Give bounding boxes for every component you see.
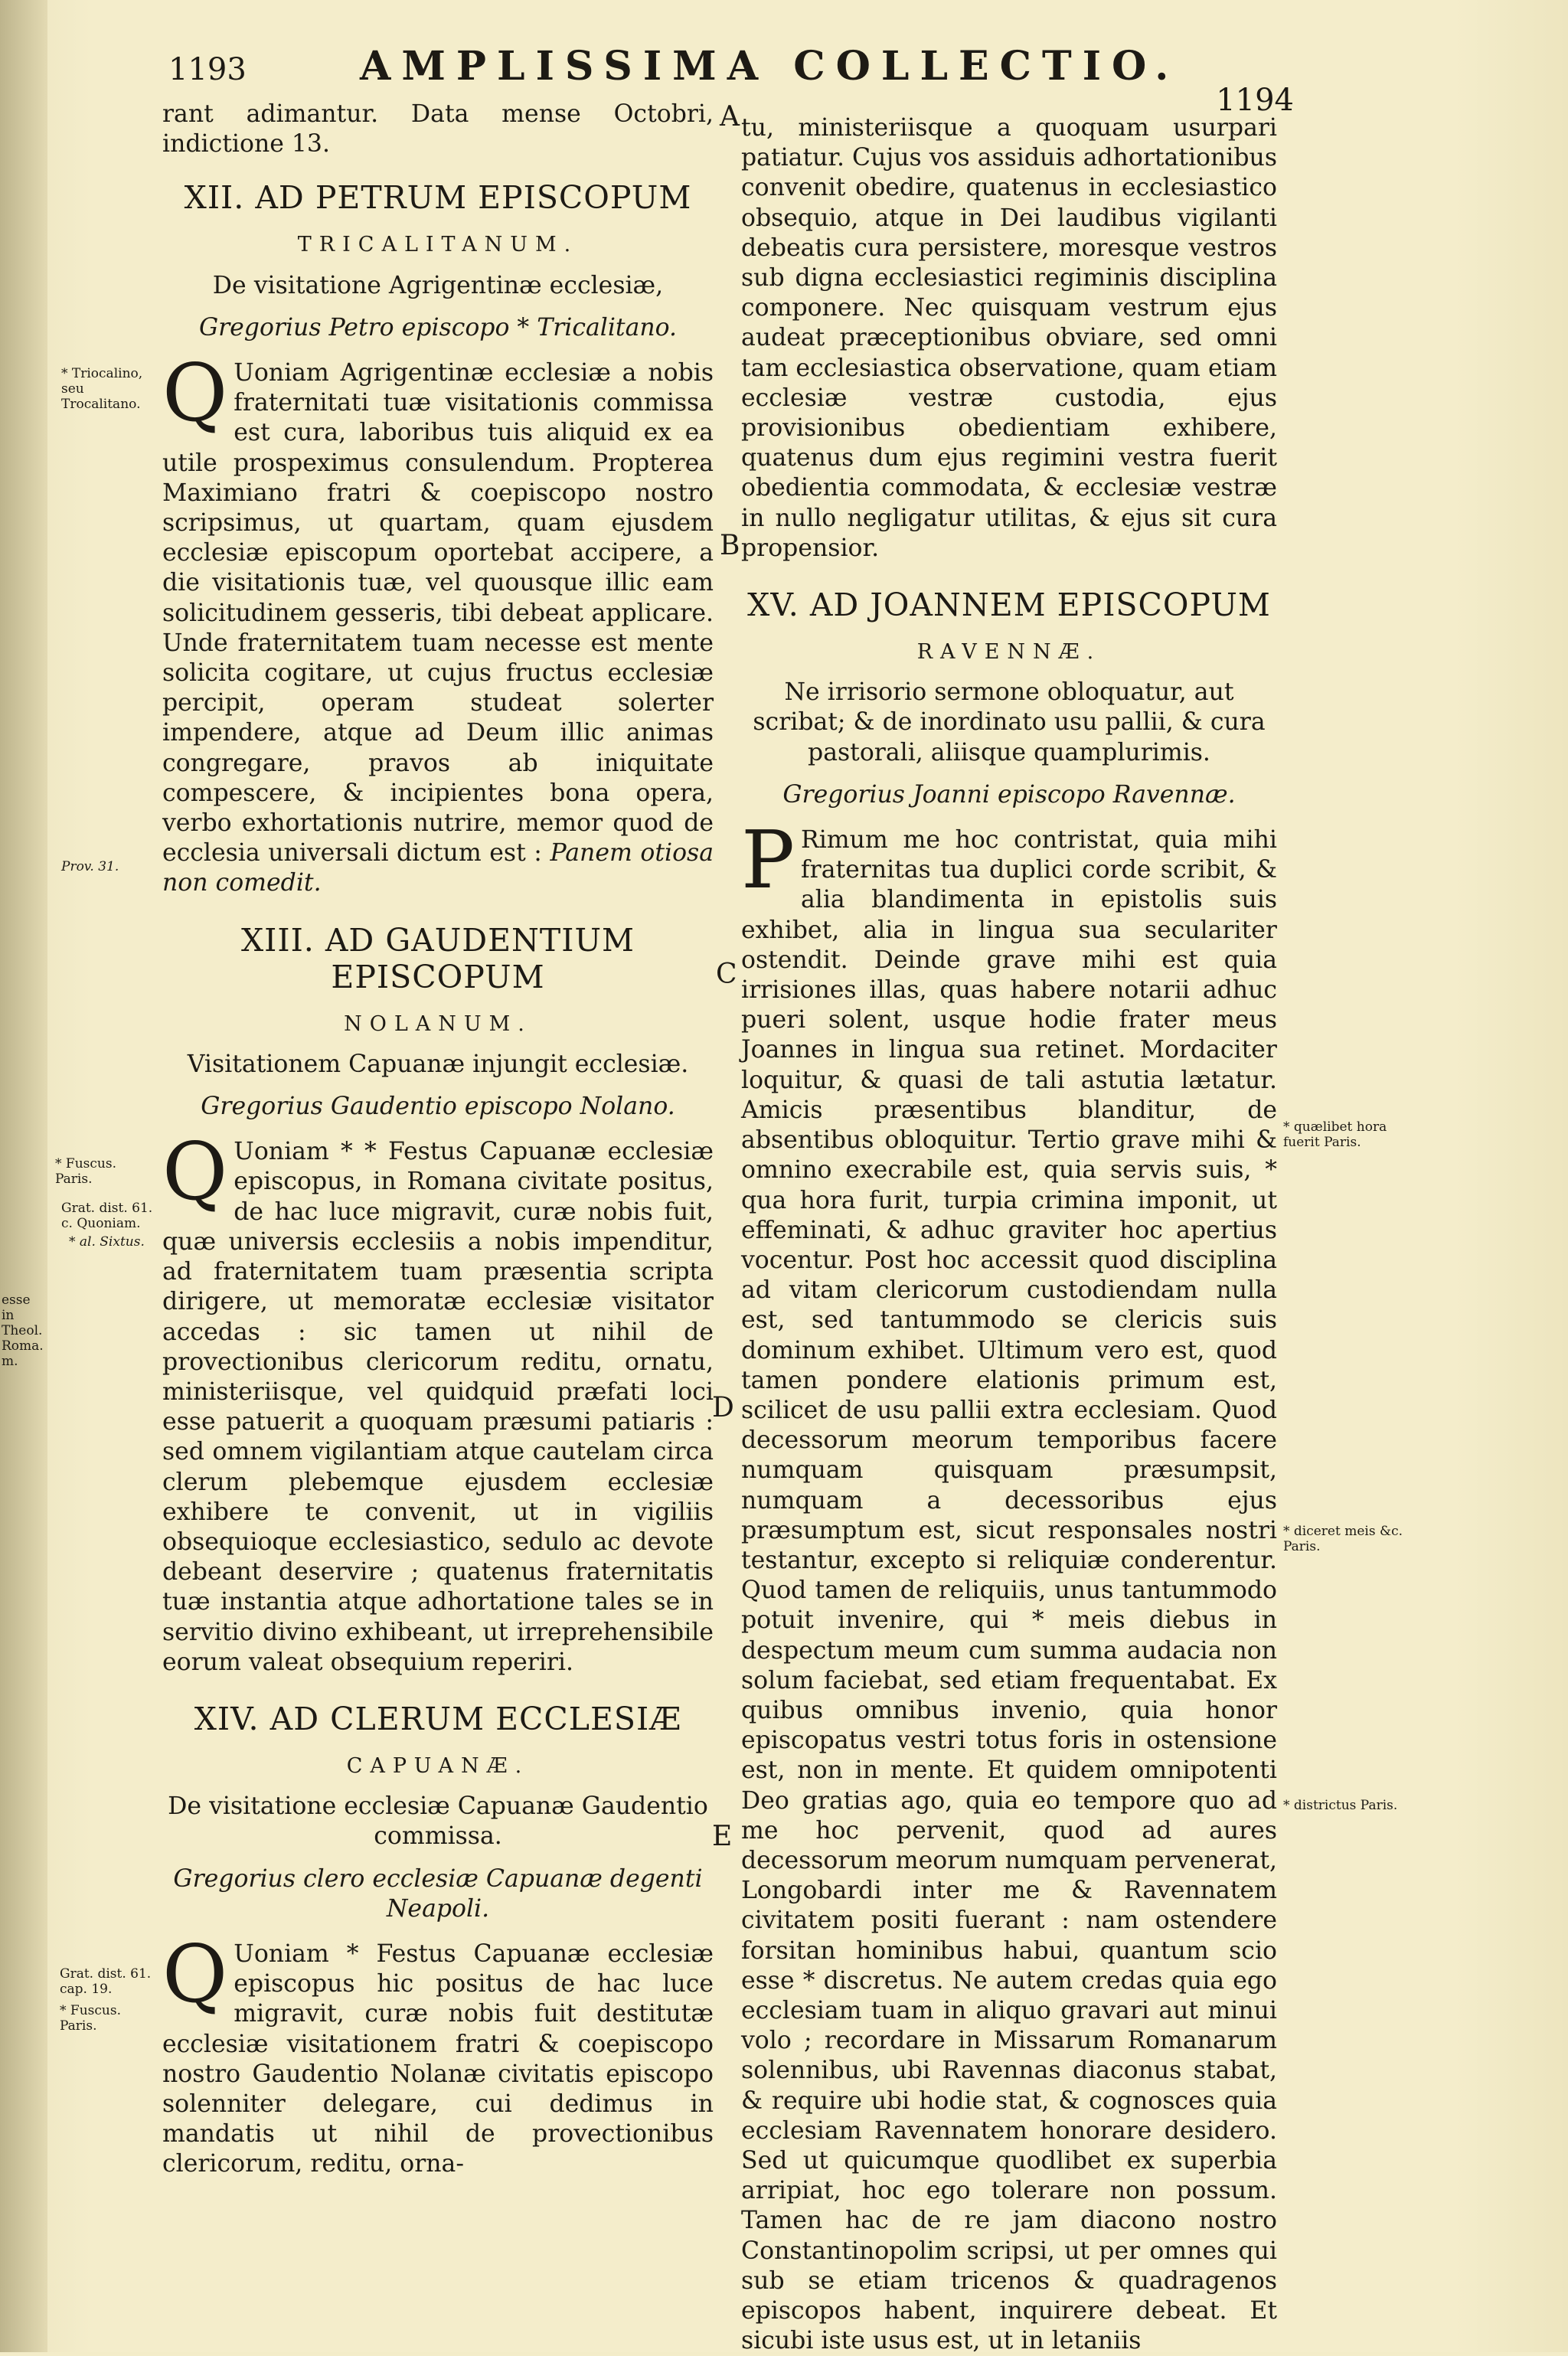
section-subheading: RAVENNÆ.: [916, 640, 1102, 665]
margin-note: * Fuscus. Paris.: [55, 1156, 116, 1187]
running-title: AMPLISSIMA COLLECTIO.: [360, 43, 1180, 90]
section-letter-b: B: [720, 530, 740, 561]
section-heading: XIII. AD GAUDENTIUM EPISCOPUM: [240, 921, 635, 995]
margin-note: Prov. 31.: [61, 859, 119, 874]
book-gutter: [0, 0, 47, 2352]
salutation: Gregorius clero ecclesiæ Capuanæ degenti Neapoli.: [173, 1864, 703, 1923]
section-subheading: NOLANUM.: [344, 1011, 532, 1036]
drop-cap: Q: [162, 1926, 228, 2021]
continuation-text: rant adimantur. Data mense Octobri, indictione 13.: [162, 100, 714, 158]
margin-note: * quælibet hora fuerit Paris.: [1283, 1119, 1387, 1150]
drop-cap: P: [741, 813, 795, 907]
scripture-quote: Panem otiosa non comedit.: [162, 839, 714, 897]
section-subheading: TRICALITANUM.: [297, 233, 579, 257]
drop-cap: Q: [162, 346, 228, 440]
page-number-right: 1194: [1216, 83, 1294, 118]
section-summary: Ne irrisorio sermone obloquatur, aut scribat; & de inordinato usu pallii, & cura pastorali, aliisque quamplurimis.: [753, 678, 1266, 766]
right-column: [741, 113, 1277, 2356]
margin-note: * Triocalino, seu Trocalitano.: [61, 366, 143, 412]
section-heading: XIV. AD CLERUM ECCLESIÆ: [194, 1700, 682, 1737]
page-number-left: 1193: [168, 52, 247, 87]
section-letter-e: E: [712, 1821, 733, 1852]
letter-body: P Rimum me hoc contristat, quia mihi fraternitas tua duplici corde scribit, & alia blandimenta in epistolis suis exhibet, alia in lingua sua seculariter ostendit. Deinde grave mihi est quia irrisiones illas, quas habere notarii adhuc pueri solent, usque hodie frater meus Joannes in lingua sua retinet. Mordaciter loquitur, & quasi de tali astutia lætatur. Amicis præsentibus blanditur, de absentibus obloquitur. Tertio grave mihi & omnino execrabile est, quia servis suis, * qua hora furit, turpia crimina imponit, ut effeminati, & adhuc graviter hoc apertius vocentur. Post hoc accessit quod disciplina ad vitam clericorum custodiendam nulla est, sed tantummodo se clericis suis dominum exhibet. Ultimum vero est, quod tamen pondere elationis primum est, scilicet de usu pallii extra ecclesiam. Quod decessorum meorum temporibus facere numquam quisquam præsumpsit, numquam a decessoribus ejus præsumptum est, sicut responsales nostri testantur, excepto si reliquiæ conderentur. Quod tamen de reliquiis, unus tantummodo potuit invenire, qui * meis diebus in despectum meum cum summa audacia non solum faciebat, sed etiam frequentabat. Ex quibus omnibus invenio, quia honor episcopatus vestri totus foris in ostensione est, non in mente. Et quidem omnipotenti Deo gratias ago, quia eo tempore quo ad me hoc pervenit, quod ad aures decessorum meorum numquam pervenerat, Longobardi inter me & Ravennatem civitatem positi fuerant : nam ostendere forsitan hominibus habui, quantum scio esse * discretus. Ne autem credas quia ego ecclesiam tuam in aliquo gravari aut minui volo ; recordare in Missarum Romanarum solennibus, ubi Ravennas diaconus stabat, & require ubi hodie stat, & cognosces quia ecclesiam Ravennatem honorare desidero. Sed ut quicumque quodlibet ex superbia arripiat, hoc ego tolerare non possum. Tamen hac de re jam diacono nostro Constantinopolim scripsi, ut per omnes qui sub se etiam tricenos & quadragenos episcopos habent, inquirere debeat. Et sicubi iste usus est, ut in letaniis: [741, 813, 1277, 2355]
section-subheading: CAPUANÆ.: [346, 1753, 530, 1778]
drop-cap: Q: [162, 1125, 228, 1219]
left-column: [162, 100, 714, 2180]
section-heading: XII. AD PETRUM EPISCOPUM: [184, 179, 692, 217]
section-letter-d: D: [712, 1392, 734, 1423]
margin-note: * diceret meis &c. Paris.: [1283, 1524, 1403, 1554]
continuation-text: tu, ministeriisque a quoquam usurpari patiatur. Cujus vos assiduis adhortationibus convenit obedire, quatenus in ecclesiastico obsequio, atque in Dei laudibus vigilanti debeatis cura persistere, moresque vestros sub digna ecclesiastici regiminis disciplina componere. Nec quisquam vestrum ejus audeat præceptionibus obviare, sed omni tam ecclesiastica observatione, quam etiam ecclesiæ vestræ custodia, ejus provisionibus obedientiam exhibere, quatenus dum ejus regimini vestra fuerit obedientia commodata, & ecclesiæ vestræ in nullo negligatur utilitas, & ejus sit cura propensior.: [741, 114, 1277, 562]
section-summary: Visitationem Capuanæ injungit ecclesiæ.: [187, 1050, 689, 1078]
section-letter-c: C: [716, 959, 737, 990]
margin-note: Grat. dist. 61. c. Quoniam.: [61, 1201, 153, 1231]
section-summary: De visitatione ecclesiæ Capuanæ Gaudentio commissa.: [168, 1792, 708, 1851]
margin-note: * Fuscus. Paris.: [60, 2003, 121, 2034]
section-heading: XV. AD JOANNEM EPISCOPUM: [747, 587, 1271, 624]
margin-note: esse in Theol. Roma. m.: [2, 1292, 44, 1369]
margin-note: * districtus Paris.: [1283, 1798, 1398, 1813]
margin-note: * al. Sixtus.: [69, 1234, 145, 1250]
margin-note: Grat. dist. 61. cap. 19.: [60, 1966, 152, 1997]
section-letter-a: A: [720, 101, 740, 132]
salutation: Gregorius Gaudentio episcopo Nolano.: [201, 1093, 675, 1121]
salutation: Gregorius Joanni episcopo Ravennæ.: [782, 780, 1236, 809]
letter-body: Q Uoniam * Festus Capuanæ ecclesiæ episcopus hic positus de hac luce migravit, curæ nobis fuit destitutæ ecclesiæ visitationem fratri & coepiscopo nostro Gaudentio Nolanæ civitatis episcopo solenniter delegare, cui dedimus in mandatis ut nihil de provectionibus clericorum, reditu, orna-: [162, 1926, 714, 2178]
letter-body: Q Uoniam Agrigentinæ ecclesiæ a nobis fraternitati tuæ visitationis commissa est cura, laboribus tuis aliquid ex ea utile prospeximus consulendum. Propterea Maximiano fratri & coepiscopo nostro scripsimus, ut quartam, quam ejusdem ecclesiæ episcopum oportebat accipere, a die visitationis tuæ, vel quousque illic eam solicitudinem gesseris, tibi debeat applicare. Unde fraternitatem tuam necesse est mente solicita cogitare, ut cujus fructus ecclesiæ percipit, operam studeat solerter impendere, atque ad Deum illic animas congregare, pravos ab iniquitate compescere, & incipientes bona opera, verbo exhortationis nutrire, memor quod de ecclesia universali dictum est : Panem otiosa non comedit.: [162, 346, 714, 897]
letter-body: Q Uoniam * * Festus Capuanæ ecclesiæ episcopus, in Romana civitate positus, de hac luce migravit, curæ nobis fuit, quæ universis ecclesiis a nobis impenditur, ad fraternitatem tuam præsentia scripta dirigere, ut memoratæ ecclesiæ visitator accedas : sic tamen ut nihil de provectionibus clericorum reditu, ornatu, ministeriisque, vel quidquid præfati loci esse patuerit a quoquam præsumi patiaris : sed omnem vigilantiam atque cautelam circa clerum plebemque ejusdem ecclesiæ exhibere te convenit, ut in vigiliis obsequioque ecclesiastico, sedulo ac devote debeant deservire ; quatenus fraternitatis tuæ instantia atque adhortatione tales se in servitio divino exhibeant, ut irreprehensibile eorum valeat obsequium reperiri.: [162, 1125, 714, 1676]
section-summary: De visitatione Agrigentinæ ecclesiæ,: [212, 271, 664, 299]
salutation: Gregorius Petro episcopo * Tricalitano.: [198, 313, 678, 341]
